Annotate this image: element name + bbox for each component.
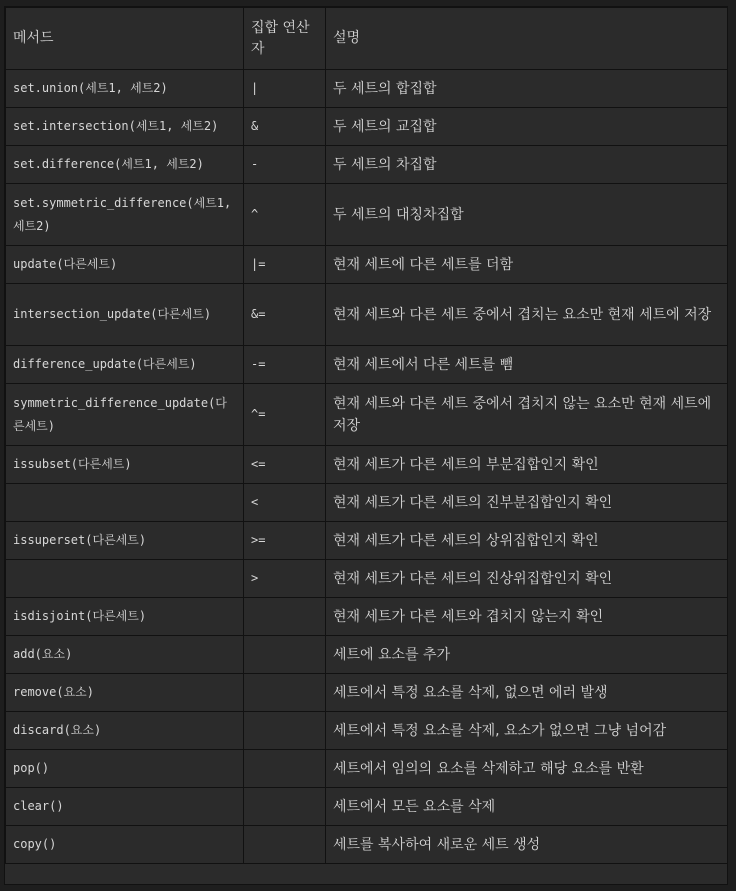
operator-cell: -	[244, 146, 326, 184]
method-cell: difference_update(다른세트)	[6, 346, 244, 384]
operator-cell: &	[244, 108, 326, 146]
method-cell: update(다른세트)	[6, 246, 244, 284]
operator-cell: ^=	[244, 384, 326, 446]
operator-cell: <=	[244, 446, 326, 484]
operator-cell	[244, 712, 326, 750]
operator-cell: -=	[244, 346, 326, 384]
description-cell: 세트에서 모든 요소를 삭제	[326, 788, 728, 826]
description-cell: 세트에서 특정 요소를 삭제, 없으면 에러 발생	[326, 674, 728, 712]
description-cell: 현재 세트가 다른 세트의 상위집합인지 확인	[326, 522, 728, 560]
method-cell: issuperset(다른세트)	[6, 522, 244, 560]
method-cell: remove(요소)	[6, 674, 244, 712]
header-operator: 집합 연산자	[244, 8, 326, 70]
operator-cell: |	[244, 70, 326, 108]
description-cell: 두 세트의 대칭차집합	[326, 184, 728, 246]
table-row	[6, 674, 728, 712]
operator-cell: <	[244, 484, 326, 522]
method-cell: intersection_update(다른세트)	[6, 284, 244, 346]
description-cell: 현재 세트에서 다른 세트를 뺌	[326, 346, 728, 384]
method-cell: discard(요소)	[6, 712, 244, 750]
table-row	[6, 484, 728, 522]
operator-cell: >=	[244, 522, 326, 560]
description-cell: 두 세트의 합집합	[326, 70, 728, 108]
table-row	[6, 146, 728, 184]
method-cell: isdisjoint(다른세트)	[6, 598, 244, 636]
table-row	[6, 712, 728, 750]
method-cell	[6, 560, 244, 598]
operator-cell	[244, 788, 326, 826]
description-cell: 세트에서 임의의 요소를 삭제하고 해당 요소를 반환	[326, 750, 728, 788]
method-cell	[6, 484, 244, 522]
table-row	[6, 108, 728, 146]
table-row	[6, 560, 728, 598]
description-cell: 세트를 복사하여 새로운 세트 생성	[326, 826, 728, 864]
table-row	[6, 346, 728, 384]
operator-cell	[244, 826, 326, 864]
operator-cell	[244, 598, 326, 636]
table-row	[6, 70, 728, 108]
table-row	[6, 184, 728, 246]
method-cell: issubset(다른세트)	[6, 446, 244, 484]
operator-cell	[244, 674, 326, 712]
description-cell: 현재 세트에 다른 세트를 더함	[326, 246, 728, 284]
method-cell: set.difference(세트1, 세트2)	[6, 146, 244, 184]
description-cell: 두 세트의 교집합	[326, 108, 728, 146]
set-methods-table	[5, 7, 728, 864]
method-cell: add(요소)	[6, 636, 244, 674]
table-row	[6, 598, 728, 636]
operator-cell: >	[244, 560, 326, 598]
description-cell: 세트에서 특정 요소를 삭제, 요소가 없으면 그냥 넘어감	[326, 712, 728, 750]
table-row	[6, 246, 728, 284]
description-cell: 현재 세트가 다른 세트의 부분집합인지 확인	[326, 446, 728, 484]
description-cell: 현재 세트가 다른 세트의 진상위집합인지 확인	[326, 560, 728, 598]
method-cell: set.intersection(세트1, 세트2)	[6, 108, 244, 146]
method-cell: copy()	[6, 826, 244, 864]
operator-cell: |=	[244, 246, 326, 284]
table-row	[6, 750, 728, 788]
table-row	[6, 522, 728, 560]
method-cell: clear()	[6, 788, 244, 826]
operator-cell: &=	[244, 284, 326, 346]
description-cell: 현재 세트와 다른 세트 중에서 겹치는 요소만 현재 세트에 저장	[326, 284, 728, 346]
table-row	[6, 446, 728, 484]
table-header-row	[6, 8, 728, 70]
table-row	[6, 788, 728, 826]
description-cell: 현재 세트가 다른 세트의 진부분집합인지 확인	[326, 484, 728, 522]
table-row	[6, 384, 728, 446]
table-row	[6, 284, 728, 346]
method-cell: symmetric_difference_update(다른세트)	[6, 384, 244, 446]
set-methods-table-frame	[4, 6, 728, 885]
description-cell: 현재 세트가 다른 세트와 겹치지 않는지 확인	[326, 598, 728, 636]
description-cell: 두 세트의 차집합	[326, 146, 728, 184]
description-cell: 세트에 요소를 추가	[326, 636, 728, 674]
table-row	[6, 826, 728, 864]
method-cell: set.symmetric_difference(세트1, 세트2)	[6, 184, 244, 246]
operator-cell	[244, 636, 326, 674]
method-cell: pop()	[6, 750, 244, 788]
header-method: 메서드	[6, 8, 244, 70]
operator-cell: ^	[244, 184, 326, 246]
header-description: 설명	[326, 8, 728, 70]
description-cell: 현재 세트와 다른 세트 중에서 겹치지 않는 요소만 현재 세트에 저장	[326, 384, 728, 446]
table-row	[6, 636, 728, 674]
method-cell: set.union(세트1, 세트2)	[6, 70, 244, 108]
operator-cell	[244, 750, 326, 788]
